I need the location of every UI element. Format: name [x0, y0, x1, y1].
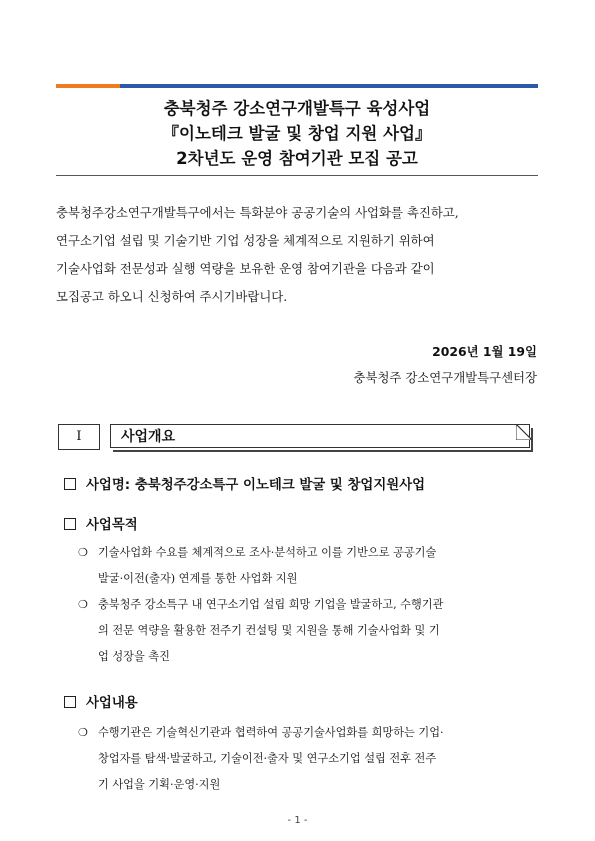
page-number: - 1 - [287, 815, 308, 826]
section-header [58, 424, 530, 450]
checkbox-square-icon [64, 696, 76, 708]
title-top-bar [56, 84, 538, 88]
section-number: I [58, 424, 100, 450]
title-bar-blue-segment [120, 84, 538, 88]
business-name-heading [64, 474, 425, 493]
intro-line: 모집공고 하오니 신청하여 주시기바랍니다. [56, 289, 288, 304]
bullet-line: 기술사업화 수요를 체계적으로 조사·분석하고 이를 기반으로 공공기술 [98, 546, 437, 559]
business-name-text: 사업명: 충북청주강소특구 이노테크 발굴 및 창업지원사업 [86, 478, 426, 493]
folded-corner-icon [516, 424, 532, 440]
intro-line: 연구소기업 설립 및 기술기반 기업 성장을 체계적으로 지원하기 위하여 [56, 233, 435, 248]
issuing-organization: 충북청주 강소연구개발특구센터장 [353, 370, 537, 385]
title-line-2: 『이노테크 발굴 및 창업 지원 사업』 [162, 124, 432, 143]
purpose-bullet [78, 592, 538, 670]
bullet-line: 업 성장을 촉진 [98, 650, 170, 663]
checkbox-square-icon [64, 518, 76, 530]
checkbox-square-icon [64, 478, 76, 490]
circle-bullet-icon: ❍ [78, 598, 88, 611]
bullet-line: 창업자를 탐색·발굴하고, 기술이전·출자 및 연구소기업 설립 전후 전주 [98, 752, 437, 765]
bullet-line: 충북청주 강소특구 내 연구소기업 설립 희망 기업을 발굴하고, 수행기관 [98, 598, 444, 611]
content-bullet [78, 720, 538, 798]
content-heading [64, 692, 138, 711]
title-line-1: 충북청주 강소연구개발특구 육성사업 [163, 99, 431, 118]
intro-line: 기술사업화 전문성과 실행 역량을 보유한 운영 참여기관을 다음과 같이 [56, 261, 435, 276]
bullet-line: 기 사업을 기획·운영·지원 [98, 778, 221, 791]
circle-bullet-icon: ❍ [78, 546, 88, 559]
document-title [56, 96, 538, 171]
announcement-date: 2026년 1월 19일 [432, 344, 537, 359]
purpose-heading-text: 사업목적 [86, 518, 138, 533]
purpose-heading [64, 514, 138, 533]
content-heading-text: 사업내용 [86, 696, 138, 711]
circle-bullet-icon: ❍ [78, 726, 88, 739]
bullet-line: 의 전문 역량을 활용한 전주기 컨설팅 및 지원을 통해 기술사업화 및 기 [98, 624, 440, 637]
bullet-line: 발굴·이전(출자) 연계를 통한 사업화 지원 [98, 572, 298, 585]
intro-paragraph [56, 199, 538, 311]
bullet-line: 수행기관은 기술혁신기관과 협력하여 공공기술사업화를 희망하는 기업· [98, 726, 444, 739]
title-divider [56, 175, 538, 176]
title-line-3: 2차년도 운영 참여기관 모집 공고 [176, 149, 418, 168]
section-title: 사업개요 [110, 424, 530, 448]
purpose-bullet [78, 540, 538, 592]
intro-line: 충북청주강소연구개발특구에서는 특화분야 공공기술의 사업화를 촉진하고, [56, 205, 459, 220]
title-bar-orange-segment [56, 84, 120, 88]
